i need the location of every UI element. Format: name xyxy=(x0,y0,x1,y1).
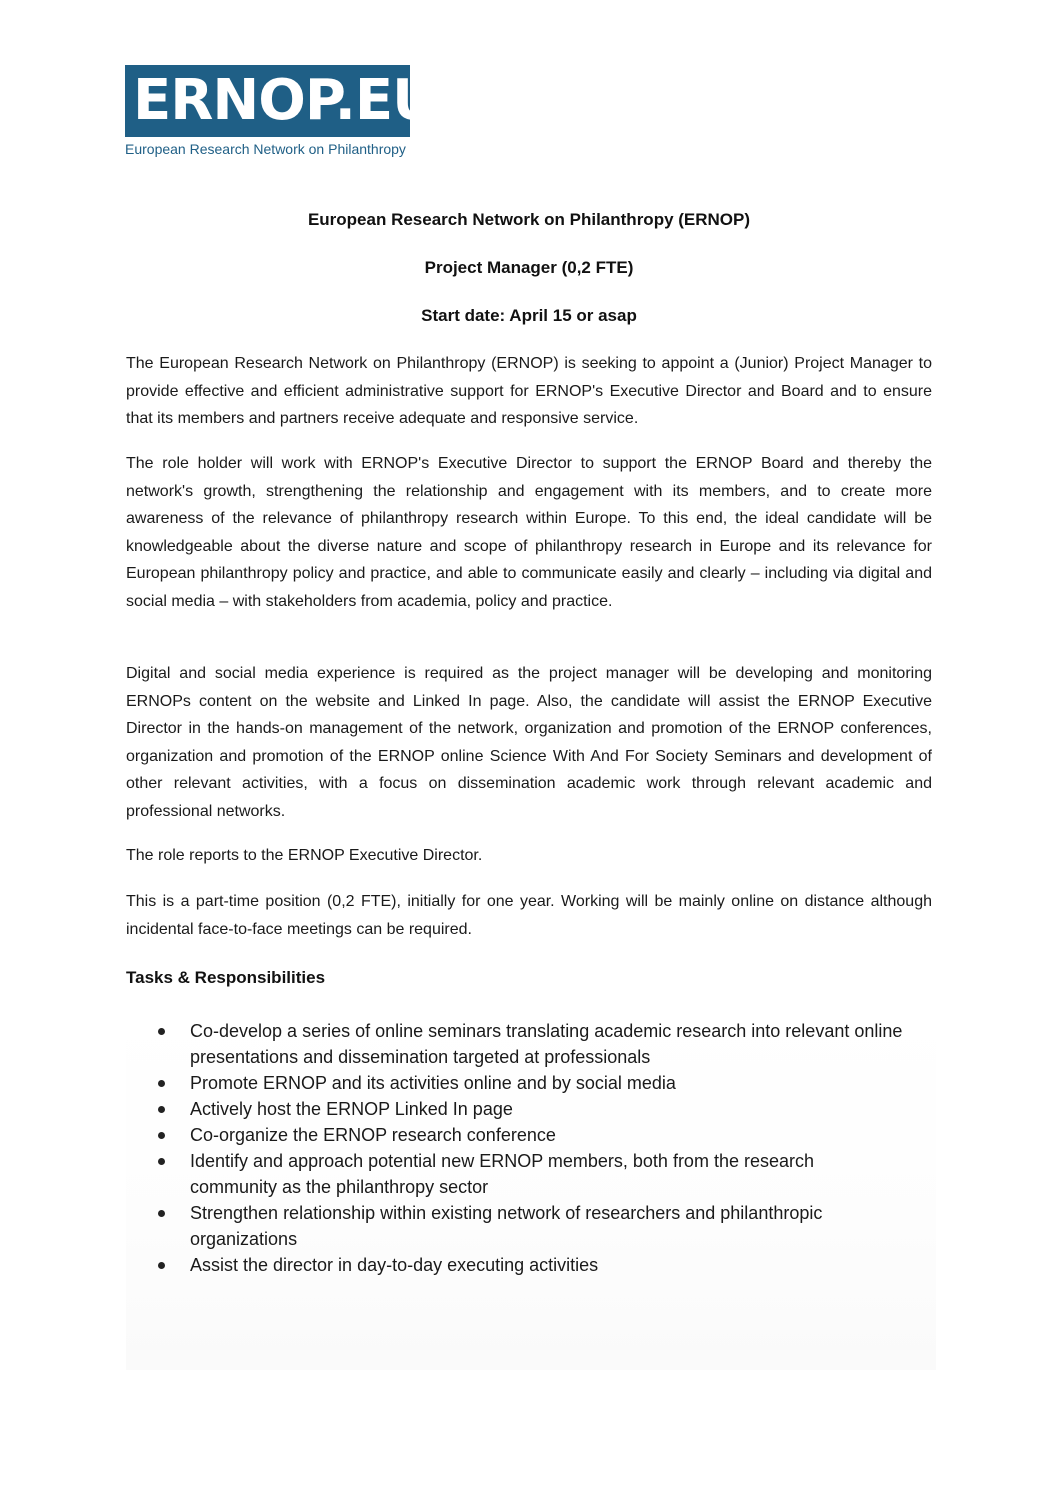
bullet-icon xyxy=(158,1210,165,1217)
list-item xyxy=(126,1252,906,1278)
tasks-title: Tasks & Responsibilities xyxy=(126,968,326,987)
logo-tagline: European Research Network on Philanthropy xyxy=(125,141,406,157)
bullet-icon xyxy=(158,1158,165,1165)
list-item xyxy=(126,1018,906,1070)
list-item xyxy=(126,1122,906,1148)
task-text: Co-organize the ERNOP research conference xyxy=(190,1125,556,1145)
bullet-icon xyxy=(158,1028,165,1035)
task-text: Identify and approach potential new ERNOP members, both from the research community as the philanthropy sector xyxy=(190,1151,814,1197)
org-heading: European Research Network on Philanthropy (ERNOP) xyxy=(307,210,751,229)
start-date-heading: Start date: April 15 or asap xyxy=(421,306,637,325)
list-item xyxy=(126,1148,906,1200)
task-text: Strengthen relationship within existing network of researchers and philanthropic organizations xyxy=(190,1203,823,1249)
logo-box xyxy=(125,65,437,137)
experience-paragraph: Digital and social media experience is required as the project manager will be developing and monitoring ERNOPs content on the website and Linked In page. Also, the candidate will assist the ERNOP Executive Director in the hands-on management of the network, organization and promotion of the ERNOP conferences, organization and promotion of the ERNOP online Science With And For Society Seminars and development of other relevant activities, with a focus on dissemination academic work through relevant academic and professional networks. xyxy=(126,665,932,820)
bullet-icon xyxy=(158,1132,165,1139)
reports-paragraph: The role reports to the ERNOP Executive Director. xyxy=(126,847,483,864)
task-text: Assist the director in day-to-day executing activities xyxy=(190,1255,599,1275)
list-item xyxy=(126,1070,906,1096)
task-text: Promote ERNOP and its activities online and by social media xyxy=(190,1073,676,1093)
position-heading: Project Manager (0,2 FTE) xyxy=(424,258,634,277)
task-text: Actively host the ERNOP Linked In page xyxy=(190,1099,513,1119)
bullet-icon xyxy=(158,1080,165,1087)
role-paragraph: The role holder will work with ERNOP's Executive Director to support the ERNOP Board and thereby the network's growth, strengthening the relationship and engagement with its members, and to create more awareness of the relevance of philanthropy research within Europe. To this end, the ideal candidate will be knowledgeable about the diverse nature and scope of philanthropy research in Europe and its relevance for European philanthropy policy and practice, and able to communicate easily and clearly – including via digital and social media – with stakeholders from academia, policy and practice. xyxy=(126,455,932,610)
list-item xyxy=(126,1200,906,1252)
position-paragraph: This is a part-time position (0,2 FTE), initially for one year. Working will be mainly online on distance although incidental face-to-face meetings can be required. xyxy=(126,893,932,938)
bullet-icon xyxy=(158,1262,165,1269)
bullet-icon xyxy=(158,1106,165,1113)
intro-paragraph: The European Research Network on Philanthropy (ERNOP) is seeking to appoint a (Junior) Project Manager to provide effective and efficient administrative support for ERNOP's Executive Director and Board and to ensure that its members and partners receive adequate and responsive service. xyxy=(126,355,932,428)
logo-wordmark: ERNOP.EU xyxy=(133,68,437,133)
list-item xyxy=(126,1096,906,1122)
task-text: Co-develop a series of online seminars translating academic research into relevant online presentations and dissemination targeted at professionals xyxy=(190,1021,903,1067)
tasks-list xyxy=(126,1018,906,1278)
ernop-logo xyxy=(125,65,437,165)
